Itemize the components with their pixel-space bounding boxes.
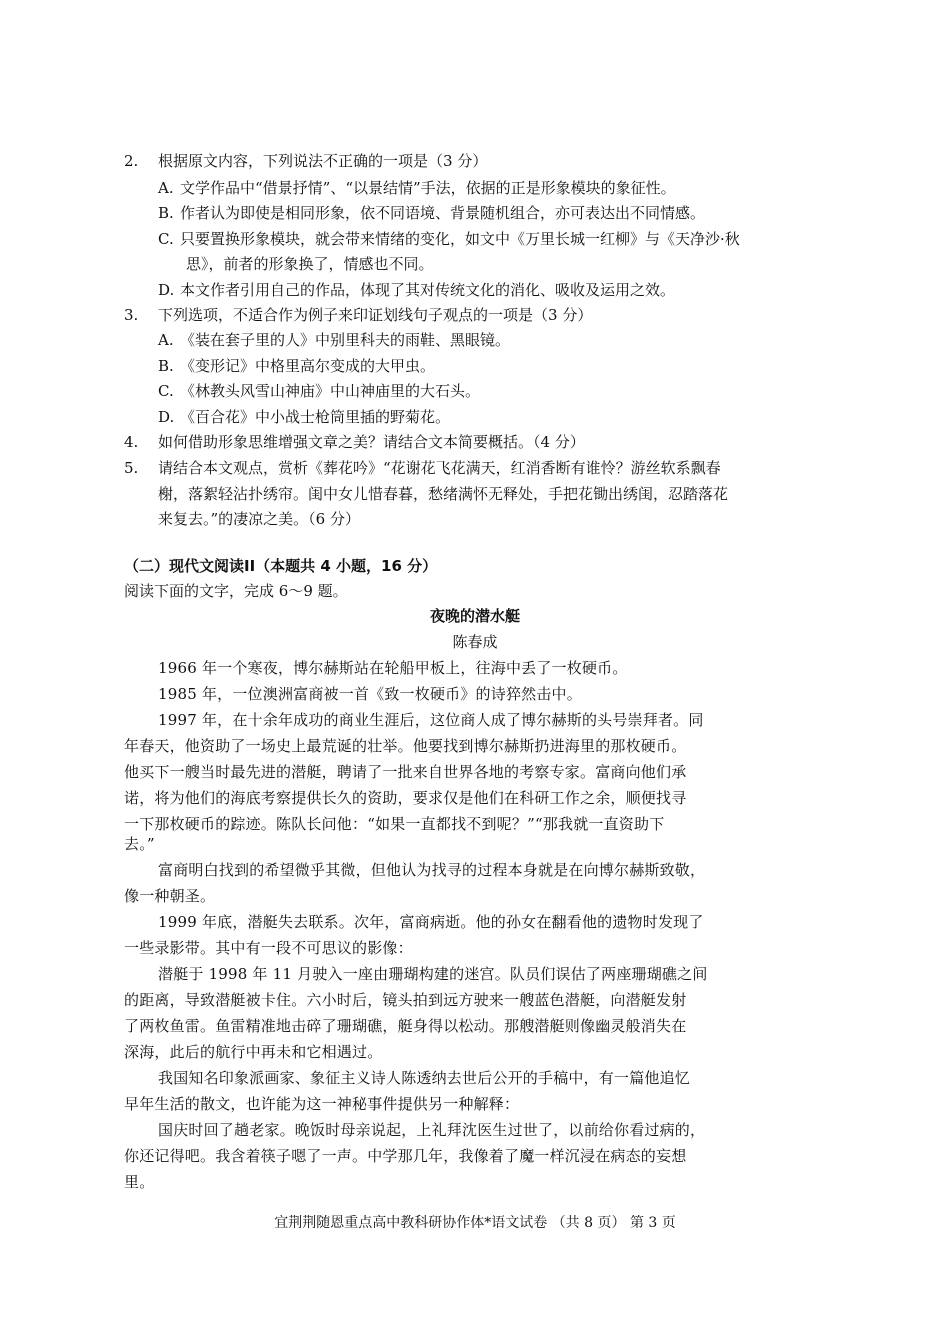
question-stem: 根据原文内容，下列说法不正确的一项是（3 分）: [158, 152, 488, 170]
section-heading: （二）现代文阅读II（本题共 4 小题，16 分）: [124, 557, 438, 575]
option-d: [158, 280, 675, 300]
article-line: 富商明白找到的希望微乎其微，但他认为找寻的过程本身就是在向博尔赫斯致敬，: [158, 861, 706, 879]
option-letter: A.: [158, 331, 174, 349]
section-instruction: 阅读下面的文字，完成 6～9 题。: [124, 582, 348, 600]
option-text: 文学作品中“借景抒情”、“以景结情”手法，依据的正是形象模块的象征性。: [180, 179, 676, 197]
article-line: 一下那枚硬币的踪迹。陈队长问他：“如果一直都找不到呢？”“那我就一直资助下: [124, 815, 665, 833]
article-line: 诺，将为他们的海底考察提供长久的资助，要求仅是他们在科研工作之余，顺便找寻: [124, 789, 687, 807]
option-c-continuation: 思》，前者的形象换了，情感也不同。: [186, 255, 434, 273]
option-letter: B.: [158, 357, 174, 375]
article-line: 深海，此后的航行中再未和它相遇过。: [124, 1043, 383, 1061]
article-line: 了两枚鱼雷。鱼雷精准地击碎了珊瑚礁，艇身得以松动。那艘潜艇则像幽灵般消失在: [124, 1017, 687, 1035]
article-line: 年春天，他资助了一场史上最荒诞的壮举。他要找到博尔赫斯扔进海里的那枚硬币。: [124, 737, 687, 755]
option-text: 《百合花》中小战士枪筒里插的野菊花。: [180, 408, 451, 426]
option-text: 只要置换形象模块，就会带来情绪的变化，如文中《万里长城一红柳》与《天净沙·秋: [180, 230, 740, 248]
article-line: 的距离，导致潜艇被卡住。六小时后，镜头拍到远方驶来一艘蓝色潜艇，向潜艇发射: [124, 991, 687, 1009]
option-b: [158, 203, 705, 223]
question-stem: 请结合本文观点，赏析《葬花吟》“花谢花飞花满天，红消香断有谁怜？游丝软系飘春: [158, 459, 721, 477]
question-stem: 如何借助形象思维增强文章之美？请结合文本简要概括。（4 分）: [158, 433, 585, 451]
option-c: [158, 381, 480, 401]
option-c: [158, 229, 740, 249]
question-number: 3.: [124, 306, 139, 324]
option-text: 《装在套子里的人》中别里科夫的雨鞋、黑眼镜。: [180, 331, 511, 349]
option-letter: D.: [158, 408, 175, 426]
option-letter: C.: [158, 230, 174, 248]
article-line: 1997 年，在十余年成功的商业生涯后，这位商人成了博尔赫斯的头号崇拜者。同: [158, 711, 704, 729]
article-line: 潜艇于 1998 年 11 月驶入一座由珊瑚构建的迷宫。队员们误估了两座珊瑚礁之间: [158, 965, 708, 983]
question-5-line-3: 来复去。”的凄凉之美。（6 分）: [158, 510, 360, 528]
article-line: 里。: [124, 1173, 155, 1191]
question-number: 2.: [124, 152, 139, 170]
article-line: 一些录影带。其中有一段不可思议的影像：: [124, 939, 413, 957]
article-line: 1966 年一个寒夜，博尔赫斯站在轮船甲板上，往海中丢了一枚硬币。: [158, 659, 628, 677]
option-b: [158, 356, 435, 376]
option-d: [158, 407, 450, 427]
option-a: [158, 330, 510, 350]
article-line: 1999 年底，潜艇失去联系。次年，富商病逝。他的孙女在翻看他的遗物时发现了: [158, 913, 704, 931]
article-author: 陈春成: [452, 633, 498, 651]
article-line: 国庆时回了趟老家。晚饭时母亲说起，上礼拜沈医生过世了，以前给你看过病的，: [158, 1121, 706, 1139]
question-number: 5.: [124, 459, 139, 477]
option-text: 本文作者引用自己的作品，体现了其对传统文化的消化、吸收及运用之效。: [180, 281, 676, 299]
page-footer: 宜荆荆随恩重点高中教科研协作体*语文试卷 （共 8 页） 第 3 页: [274, 1215, 676, 1231]
question-number: 4.: [124, 433, 139, 451]
option-text: 《变形记》中格里高尔变成的大甲虫。: [180, 357, 436, 375]
article-title: 夜晚的潜水艇: [429, 607, 520, 625]
article-line: 去。”: [124, 835, 155, 853]
question-5-line-2: 榭，落絮轻沾扑绣帘。闺中女儿惜春暮，愁绪满怀无释处，手把花锄出绣闺，忍踏落花: [158, 485, 729, 503]
option-letter: D.: [158, 281, 175, 299]
article-line: 你还记得吧。我含着筷子嗯了一声。中学那几年，我像着了魔一样沉浸在病态的妄想: [124, 1147, 687, 1165]
article-line: 早年生活的散文，也许能为这一神秘事件提供另一种解释：: [124, 1095, 520, 1113]
article-line: 我国知名印象派画家、象征主义诗人陈透纳去世后公开的手稿中，有一篇他追忆: [158, 1069, 691, 1087]
option-text: 作者认为即使是相同形象，依不同语境、背景随机组合，亦可表达出不同情感。: [180, 204, 706, 222]
option-text: 《林教头风雪山神庙》中山神庙里的大石头。: [180, 382, 481, 400]
article-line: 像一种朝圣。: [124, 887, 216, 905]
article-line: 1985 年，一位澳洲富商被一首《致一枚硬币》的诗猝然击中。: [158, 685, 582, 703]
question-stem: 下列选项，不适合作为例子来印证划线句子观点的一项是（3 分）: [158, 306, 593, 324]
option-letter: C.: [158, 382, 174, 400]
option-letter: A.: [158, 179, 174, 197]
option-a: [158, 178, 676, 198]
option-letter: B.: [158, 204, 174, 222]
article-line: 他买下一艘当时最先进的潜艇，聘请了一批来自世界各地的考察专家。富商向他们承: [124, 763, 687, 781]
